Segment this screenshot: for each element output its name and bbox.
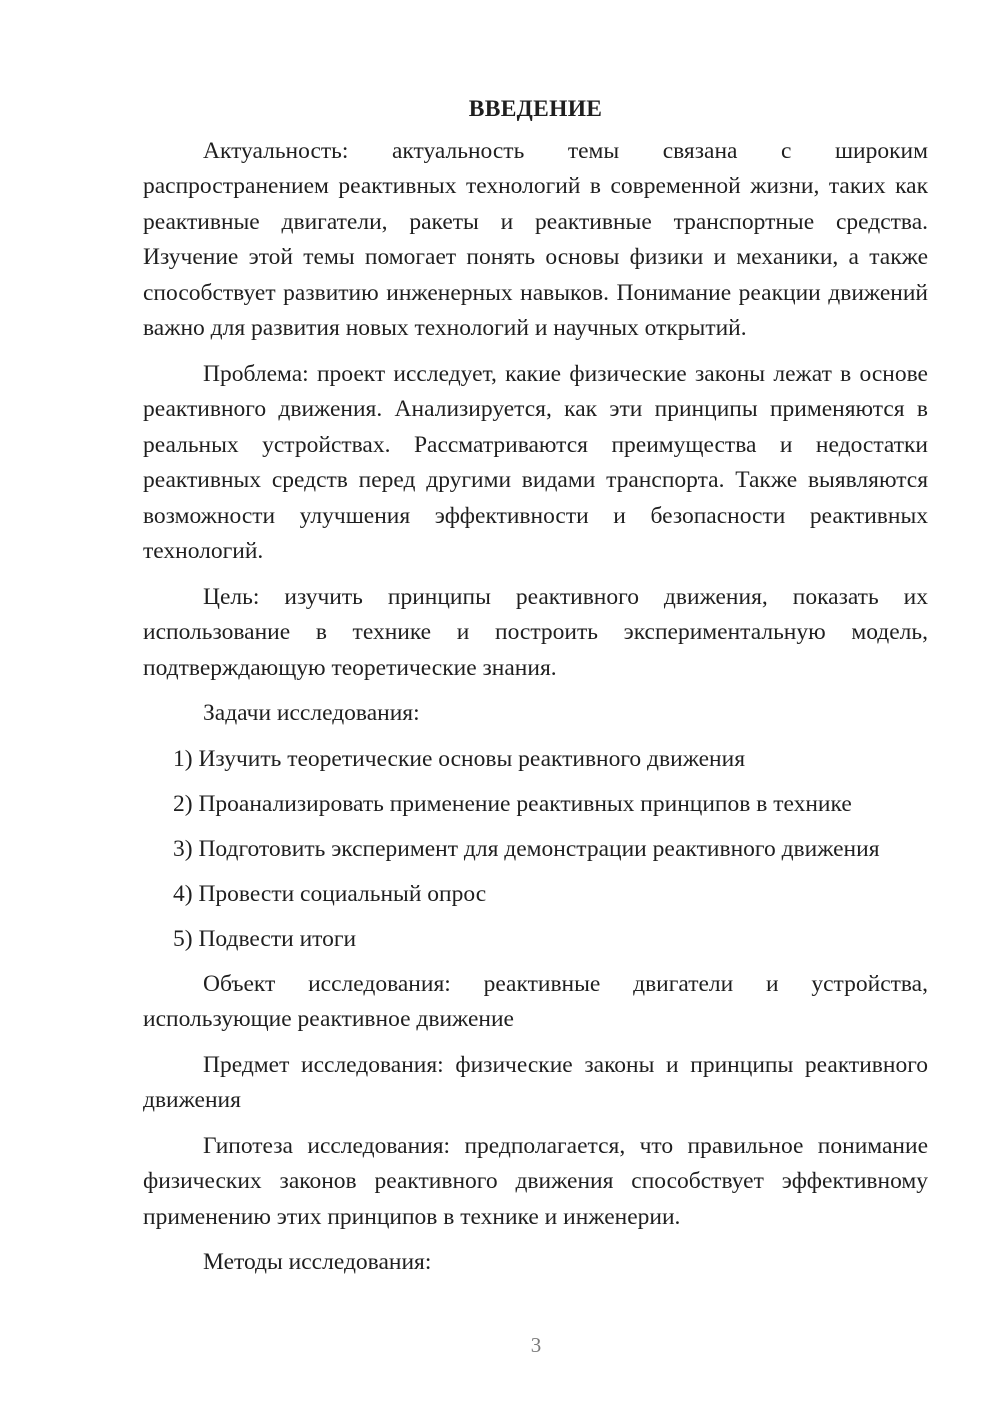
hypothesis-paragraph: Гипотеза исследования: предполагается, что правильное понимание физических законов реактивного движения способствует эффективному применению этих принципов в технике и инженерии.	[143, 1132, 928, 1230]
document-body	[143, 92, 928, 1291]
tasks-label: Задачи исследования:	[203, 700, 420, 726]
problem-paragraph: Проблема: проект исследует, какие физические законы лежат в основе реактивного движения. Анализируется, как эти принципы применяются в реальных устройствах. Рассматриваются преимущества и недостатки реактивных средств перед другими видами транспорта. Также выявляются возможности улучшения эффективности и безопасности реактивных технологий.	[143, 360, 928, 564]
tasks-list	[143, 742, 928, 958]
page-number: 3	[530, 1333, 542, 1357]
list-item: 3) Подготовить эксперимент для демонстрации реактивного движения	[173, 835, 880, 862]
list-item: 2) Проанализировать применение реактивных принципов в технике	[173, 790, 852, 817]
page-title: ВВЕДЕНИЕ	[468, 96, 603, 122]
list-item: 4) Провести социальный опрос	[173, 880, 487, 907]
object-paragraph: Объект исследования: реактивные двигатели и устройства, использующие реактивное движение	[143, 970, 928, 1032]
list-item: 1) Изучить теоретические основы реактивного движения	[173, 745, 746, 772]
list-item: 5) Подвести итоги	[173, 925, 357, 952]
subject-paragraph: Предмет исследования: физические законы и принципы реактивного движения	[143, 1051, 928, 1113]
goal-paragraph: Цель: изучить принципы реактивного движения, показать их использование в технике и построить экспериментальную модель, подтверждающую теоретические знания.	[143, 583, 928, 681]
relevance-paragraph: Актуальность: актуальность темы связана с широким распространением реактивных технологий в современной жизни, таких как реактивные двигатели, ракеты и реактивные транспортные средства. Изучение этой темы помогает понять основы физики и механики, а также способствует развитию инженерных навыков. Понимание реакции движений важно для развития новых технологий и научных открытий.	[143, 137, 928, 341]
methods-label: Методы исследования:	[203, 1249, 432, 1275]
